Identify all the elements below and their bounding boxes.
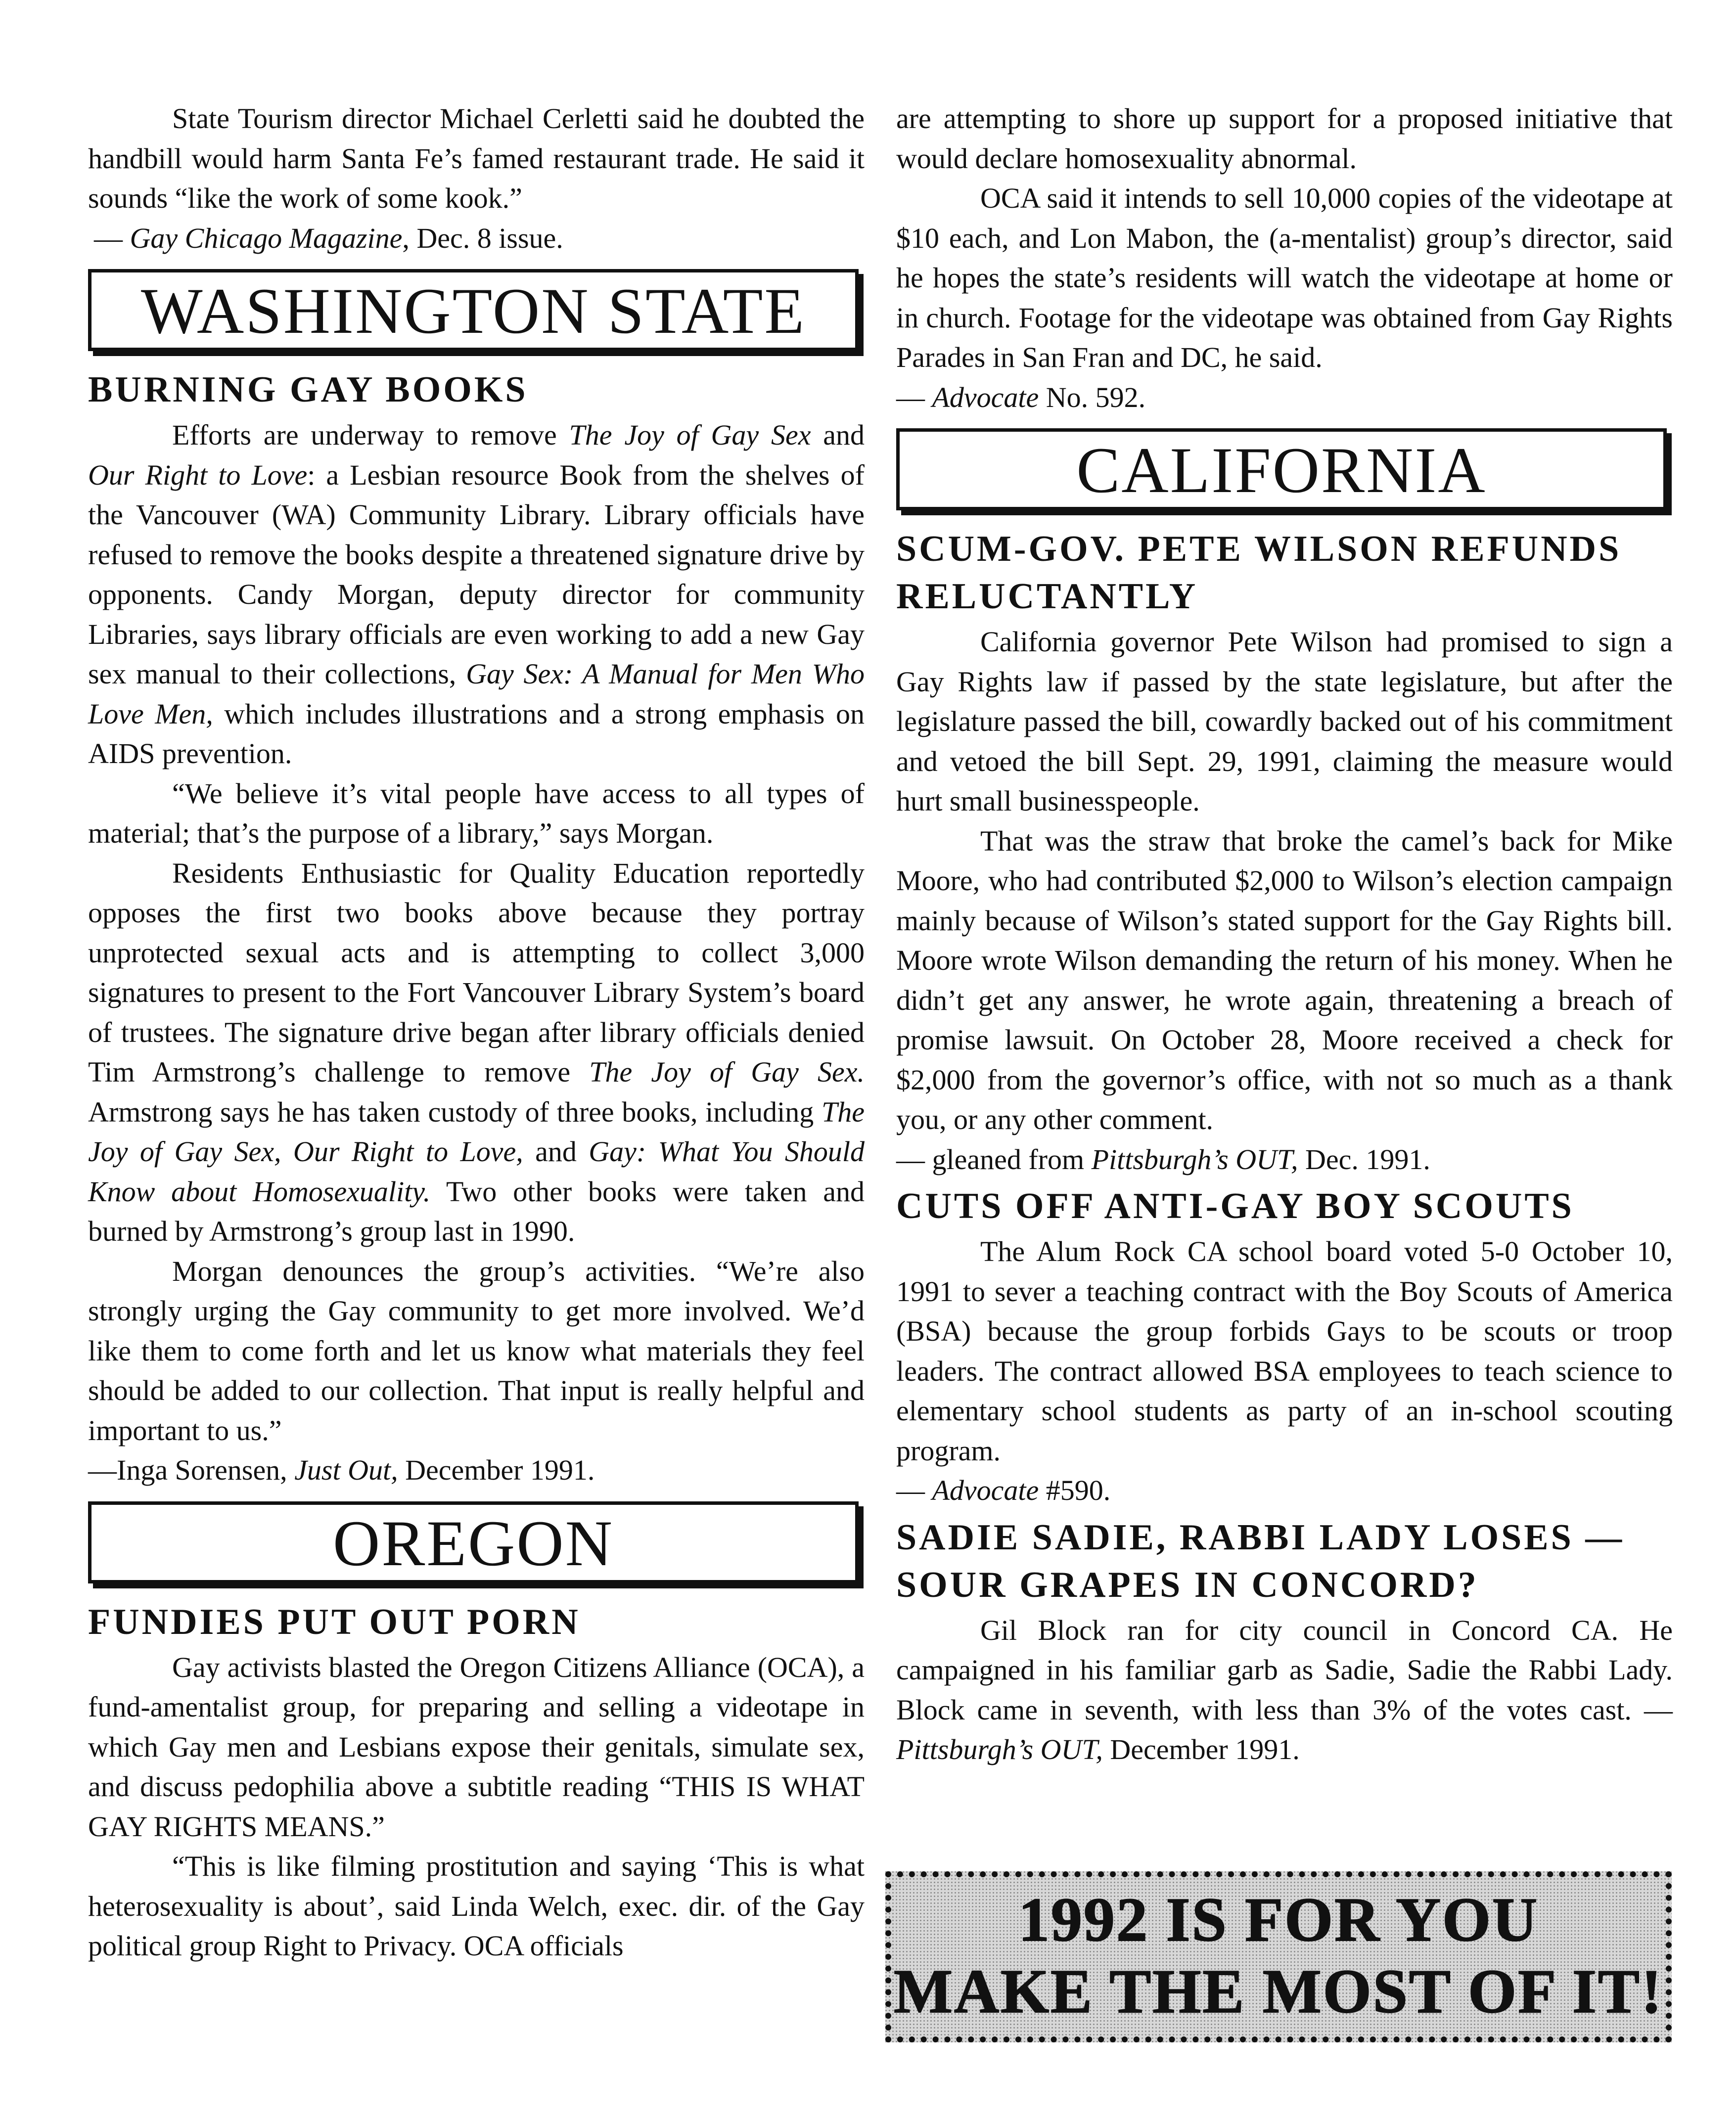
new-year-banner [885,1871,1672,2042]
headline-sadie-sadie: SADIE SADIE, RABBI LADY LOSES — SOUR GRAPES IN CONCORD? [896,1517,1625,1605]
left-column [88,99,865,1966]
oregon-continued: are attempting to shore up support for a proposed initiative that would declare homosexuality abnormal. [896,102,1673,175]
oregon-paragraph-1: Gay activists blasted the Oregon Citizens Alliance (OCA), a fund-amentalist group, for preparing and selling a videotape in which Gay men and Lesbians expose their genitals, simulate sex, and discuss pedophilia above a subtitle reading “THIS IS WHAT GAY RIGHTS MEANS.” [88,1651,865,1843]
headline-fundies-put-out-porn: FUNDIES PUT OUT PORN [88,1601,581,1642]
california-paragraph-4: Gil Block ran for city council in Concord CA. He campaigned in his familiar garb as Sadie, Sadie the Rabbi Lady. Block came in seventh, with less than 3% of the votes cast. — Pittsburgh’s OUT, December 1991. [896,1614,1673,1765]
oregon-source: — Advocate No. 592. [896,381,1146,413]
washington-paragraph-1: Efforts are underway to remove The Joy of Gay Sex and Our Right to Love: a Lesbian resource Book from the shelves of the Vancouver (WA) Community Library. Library officials have refused to remove the books despite a threatened signature drive by opponents. Candy Morgan, deputy director for community Libraries, says library officials are even working to add a new Gay sex manual to their collections, Gay Sex: A Manual for Men Who Love Men, which includes illustrations and a strong emphasis on AIDS prevention. [88,419,865,769]
banner-line-1: 1992 IS FOR YOU [1018,1886,1539,1954]
section-box-washington: WASHINGTON STATE [88,269,859,351]
washington-paragraph-2: “We believe it’s vital people have access to all types of material; that’s the purpose of a library,” says Morgan. [88,777,865,849]
intro-paragraph: State Tourism director Michael Cerletti said he doubted the handbill would harm Santa Fe’s famed restaurant trade. He said it sounds “like the work of some kook.” [88,102,865,214]
washington-paragraph-4: Morgan denounces the group’s activities. “We’re also strongly urging the Gay community to get more involved. We’d like them to come forth and let us know what materials they feel should be added to our collection. That input is really helpful and important to us.” [88,1255,865,1446]
intro-source: — Gay Chicago Magazine, Dec. 8 issue. [94,222,563,254]
headline-boy-scouts: CUTS OFF ANTI-GAY BOY SCOUTS [896,1186,1574,1226]
oregon-paragraph-3: OCA said it intends to sell 10,000 copies of the videotape at $10 each, and Lon Mabon, the (a-mentalist) group’s director, said he hopes the state’s residents will watch the videotape at home or in church. Footage for the videotape was obtained from Gay Rights Parades in San Fran and DC, he said. [896,182,1673,373]
banner-line-2: MAKE THE MOST OF IT! [894,1957,1663,2026]
california-source-1: — gleaned from Pittsburgh’s OUT, Dec. 1991. [896,1143,1430,1175]
california-paragraph-1: California governor Pete Wilson had promised to sign a Gay Rights law if passed by the state legislature, but after the legislature passed the bill, cowardly backed out of his commitment and vetoed the bill Sept. 29, 1991, claiming the measure would hurt small businesspeople. [896,626,1673,817]
oregon-paragraph-2: “This is like filming prostitution and saying ‘This is what heterosexuality is about’, said Linda Welch, exec. dir. of the Gay political group Right to Privacy. OCA officials [88,1850,865,1962]
headline-scum-gov-pete-wilson: SCUM-GOV. PETE WILSON REFUNDS RELUCTANTLY [896,529,1622,617]
headline-burning-gay-books: BURNING GAY BOOKS [88,369,528,410]
washington-paragraph-3: Residents Enthusiastic for Quality Education reportedly opposes the first two books above because they portray unprotected sexual acts and is attempting to collect 3,000 signatures to present to the Fort Vancouver Library System’s board of trustees. The signature drive began after library officials denied Tim Armstrong’s challenge to remove The Joy of Gay Sex. Armstrong says he has taken custody of three books, including The Joy of Gay Sex, Our Right to Love, and Gay: What You Should Know about Homosexuality. Two other books were taken and burned by Armstrong’s group last in 1990. [88,857,865,1247]
section-box-california: CALIFORNIA [896,428,1667,510]
washington-source: —Inga Sorensen, Just Out, December 1991. [88,1454,595,1486]
right-column [896,99,1673,1770]
california-paragraph-3: The Alum Rock CA school board voted 5-0 October 10, 1991 to sever a teaching contract with the Boy Scouts of America (BSA) because the group forbids Gays to be scouts or troop leaders. The contract allowed BSA employees to teach science to elementary school students as party of an in-school scouting program. [896,1235,1673,1467]
section-box-oregon: OREGON [88,1501,859,1583]
california-paragraph-2: That was the straw that broke the camel’s back for Mike Moore, who had contributed $2,000 to Wilson’s election campaign mainly because of Wilson’s stated support for the Gay Rights bill. Moore wrote Wilson demanding the return of his money. When he didn’t get any answer, he wrote again, threatening a breach of promise lawsuit. On October 28, Moore received a check for $2,000 from the governor’s office, with not so much as a thank you, or any other comment. [896,824,1673,1135]
california-source-2: — Advocate #590. [896,1474,1111,1506]
